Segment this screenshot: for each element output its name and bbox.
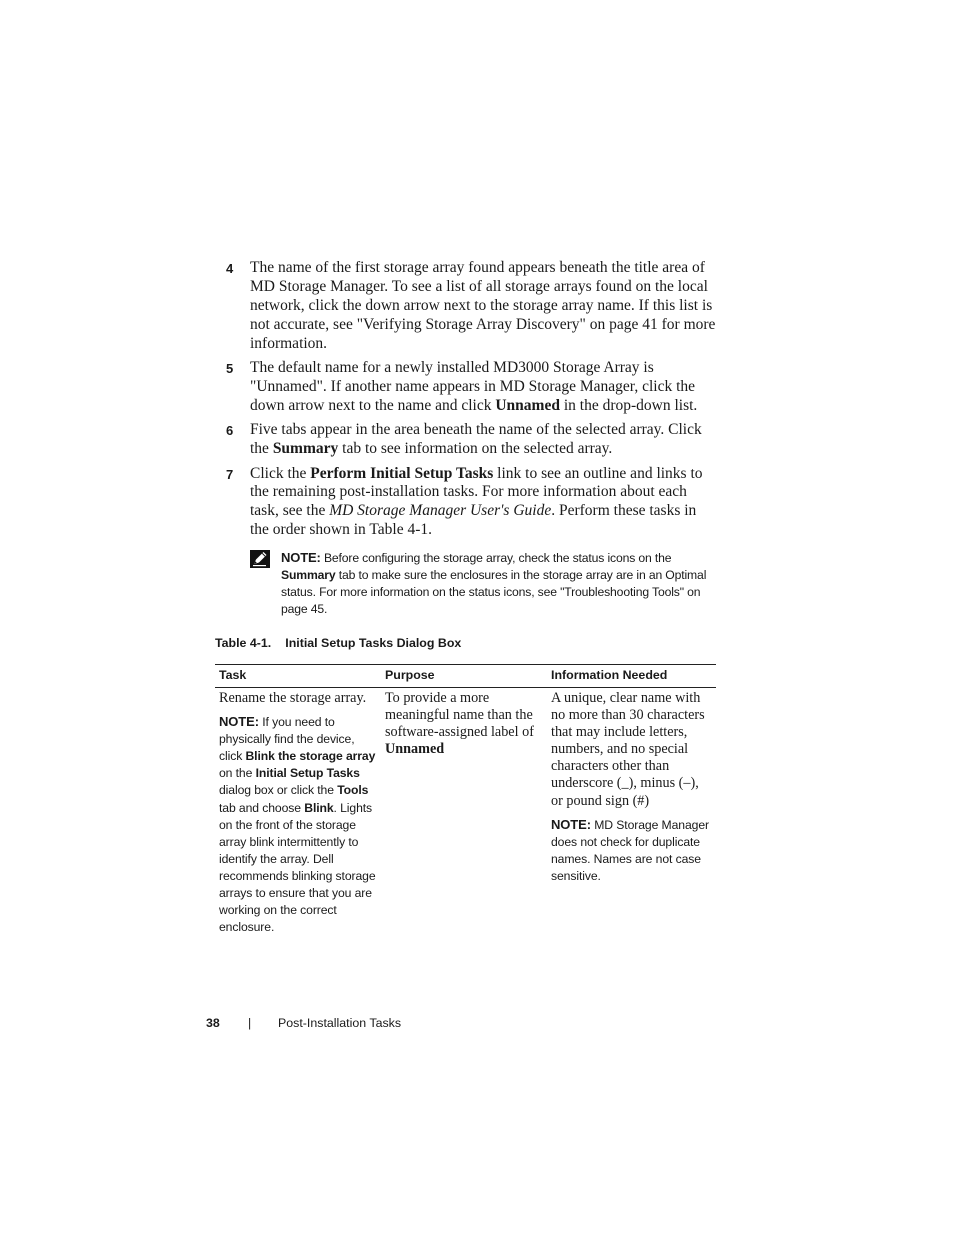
note-bold-text: Summary xyxy=(281,568,336,582)
note-text-part: Before configuring the storage array, check the status icons on the xyxy=(320,551,672,565)
task-note xyxy=(219,713,377,936)
task-note-text: dialog box or click the xyxy=(219,783,338,798)
table-caption-title: Initial Setup Tasks Dialog Box xyxy=(285,636,462,650)
footer-separator: | xyxy=(248,1016,252,1030)
purpose-cell xyxy=(381,688,547,937)
information-cell xyxy=(547,688,716,937)
table-caption-number: Table 4-1. xyxy=(215,636,272,650)
step-text: The name of the first storage array found appears beneath the title area of MD Storage Manager. To see a list of all storage arrays found on the local network, click the down arrow next to the storage array name. If this list is not accurate, see "Verifying Storage Array Discovery" on page 41 for more information. xyxy=(250,259,716,352)
step-item xyxy=(226,259,718,354)
step-text: in the drop-down list. xyxy=(559,396,698,414)
note-label: NOTE: xyxy=(281,550,321,565)
task-note-text: If you need to physically find the device, click xyxy=(219,715,355,764)
task-note-bold: Blink the storage array xyxy=(245,749,376,764)
step-text: . Perform these tasks in the order shown in Table 4-1. xyxy=(250,502,697,539)
step-number: 4 xyxy=(226,261,234,276)
task-note-bold: Blink xyxy=(304,800,334,815)
task-note-bold: Tools xyxy=(337,783,369,798)
step-bold-text: Summary xyxy=(272,440,339,458)
page-number: 38 xyxy=(206,1016,220,1030)
task-note-text: tab and choose xyxy=(219,800,305,815)
task-text: Rename the storage array. xyxy=(219,690,367,706)
note-block xyxy=(250,549,720,618)
steps-list xyxy=(226,259,718,546)
table-header-row xyxy=(215,665,716,688)
information-note-text: MD Storage Manager does not check for duplicate names. Names are not case sensitive. xyxy=(551,817,709,883)
task-note-bold: Initial Setup Tasks xyxy=(255,766,360,781)
purpose-bold-text: Unnamed xyxy=(385,741,445,758)
step-number: 6 xyxy=(226,423,234,439)
task-note-text: . Lights on the front of the storage array blink intermittently to identify the array. Dell recommends blinking storage arrays to ensure that you are working on the correct enclosure. xyxy=(219,800,376,935)
step-text: The default name for a newly installed MD3000 Storage Array is "Unnamed". If another name appears in MD Storage Manager, click the down arrow next to the name and click xyxy=(250,359,696,414)
step-item xyxy=(226,421,718,459)
information-text: A unique, clear name with no more than 30 characters that may include letters, numbers, and no special characters other than underscore (_), minus (–), or pound sign (#) xyxy=(551,690,705,809)
pencil-note-icon xyxy=(250,550,270,568)
footer-section-title: Post-Installation Tasks xyxy=(278,1016,402,1030)
step-text: tab to see information on the selected array. xyxy=(338,440,613,458)
step-item xyxy=(226,359,718,416)
note-label: NOTE: xyxy=(219,714,259,730)
step-italic-text: MD Storage Manager User's Guide xyxy=(329,502,552,520)
column-header-task: Task xyxy=(215,665,381,688)
step-text: link to see an outline and links to the remaining post-installation tasks. For more information about each task, see the xyxy=(250,464,703,520)
step-number: 7 xyxy=(226,466,234,482)
step-bold-text: Perform Initial Setup Tasks xyxy=(310,464,494,482)
note-label: NOTE: xyxy=(551,816,591,832)
step-text: Five tabs appear in the area beneath the name of the selected array. Click the xyxy=(250,421,702,458)
purpose-text-part: To provide a more meaningful name than the software-assigned label of xyxy=(385,690,534,741)
column-header-purpose: Purpose xyxy=(381,665,547,688)
purpose-text xyxy=(385,690,543,758)
step-item xyxy=(226,465,718,541)
setup-tasks-table xyxy=(215,664,716,936)
task-cell xyxy=(215,688,381,937)
information-note xyxy=(551,816,712,885)
table-row xyxy=(215,688,716,937)
note-text xyxy=(281,549,720,618)
step-text: Click the xyxy=(250,464,311,482)
step-number: 5 xyxy=(226,361,234,377)
note-text-part: tab to make sure the enclosures in the storage array are in an Optimal status. For more information on the status icons, see "Troubleshooting Tools" on page 45. xyxy=(281,568,707,616)
table-caption xyxy=(215,636,461,650)
step-bold-text: Unnamed xyxy=(495,396,560,414)
column-header-information: Information Needed xyxy=(547,665,716,688)
task-note-text: on the xyxy=(219,766,256,781)
